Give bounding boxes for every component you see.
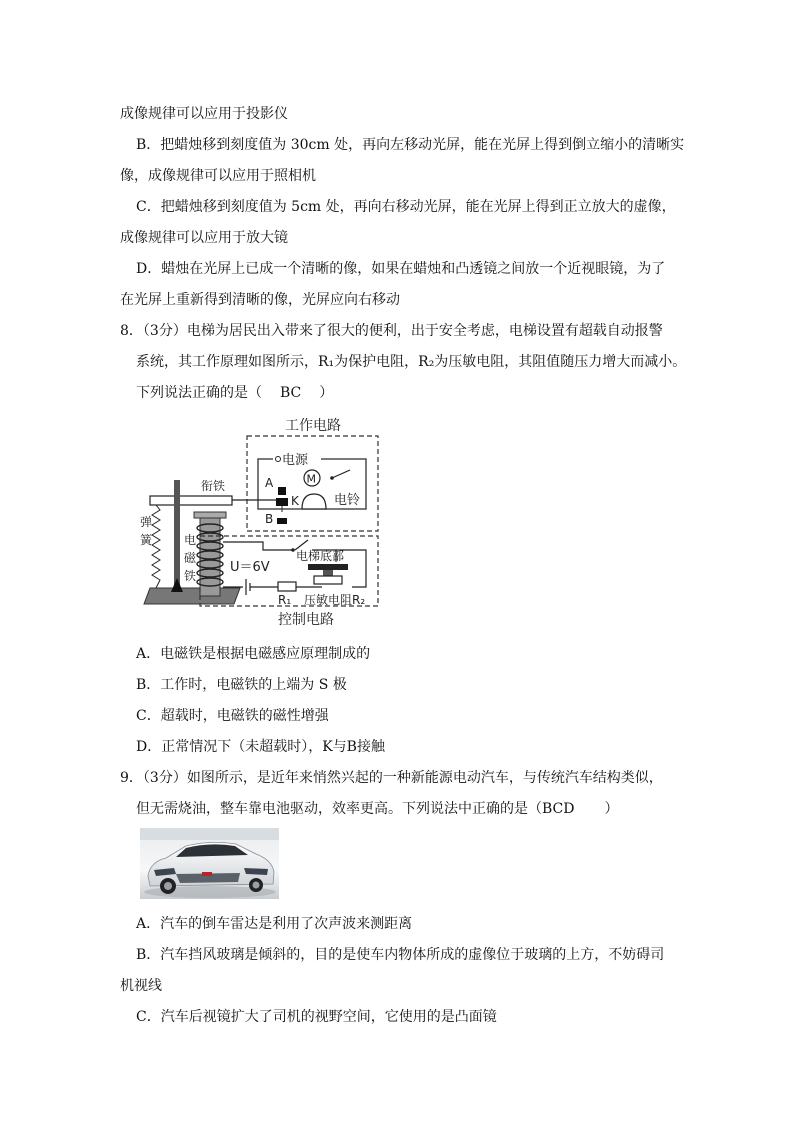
elevator-floor-label: 电梯底部 <box>296 549 345 563</box>
q7-option-b-line-1: B．把蜡烛移到刻度值为 30cm 处，再向左移动光屏，能在光屏上得到倒立缩小的清晰实 <box>136 137 685 153</box>
q7-option-d-line-2: 在光屏上重新得到清晰的像，光屏应向右移动 <box>120 292 400 308</box>
electric-car-photo <box>140 828 279 899</box>
q9-stem-suffix: ） <box>604 801 619 817</box>
q9-stem-prefix: 但无需烧油，整车靠电池驱动，效率更高。下列说法中正确的是（ <box>136 801 542 817</box>
armature-bar <box>150 496 232 505</box>
q9-stem-line-1: 9．（3分）如图所示，是近年来悄然兴起的一种新能源电动汽车，与传统汽车结构类似， <box>120 770 663 786</box>
q8-stem-prefix: 下列说法正确的是（ <box>136 385 262 401</box>
q8-stem-line-3 <box>136 383 333 403</box>
power-label: 电源 <box>282 453 309 468</box>
armature-label: 衔铁 <box>201 479 226 493</box>
contact-b <box>277 518 287 524</box>
q9-option-a: A．汽车的倒车雷达是利用了次声波来测距离 <box>136 916 413 932</box>
spring-icon <box>152 505 160 588</box>
spring-label-2: 簧 <box>140 533 153 547</box>
contact-a <box>278 487 286 495</box>
q9-option-c: C．汽车后视镜扩大了司机的视野空间，它使用的是凸面镜 <box>136 1009 497 1025</box>
q7-option-c-line-2: 成像规律可以应用于放大镜 <box>120 230 288 246</box>
bell-label: 电铃 <box>334 493 361 508</box>
voltage-label: U＝6V <box>230 560 270 575</box>
electromagnet-core <box>200 516 220 596</box>
q9-answer: BCD <box>542 801 575 817</box>
q8-stem-line-2: 系统，其工作原理如图所示，R₁为保护电阻，R₂为压敏电阻，其阻值随压力增大而减小。 <box>136 354 687 370</box>
resistor-r1 <box>278 582 296 591</box>
q8-option-b: B．工作时，电磁铁的上端为 S 极 <box>136 677 347 693</box>
q7-line-1: 成像规律可以应用于投影仪 <box>120 106 288 122</box>
pressure-resistor-r2 <box>314 576 342 584</box>
magnet-label-3: 铁 <box>184 569 197 583</box>
control-circuit-label: 控制电路 <box>278 612 334 628</box>
motor-label: M <box>306 472 316 486</box>
magnet-label-2: 磁 <box>184 551 197 565</box>
q9-option-b-line-2: 机视线 <box>120 978 162 994</box>
contact-a-label: A <box>265 476 274 490</box>
q7-option-d-line-1: D．蜡烛在光屏上已成一个清晰的像，如果在蜡烛和凸透镜之间放一个近视眼镜，为了 <box>136 261 666 277</box>
elevator-alarm-circuit-diagram <box>138 412 388 630</box>
contact-k-label: K <box>291 494 299 508</box>
q8-option-d: D．正常情况下（未超载时），K与B接触 <box>136 739 385 755</box>
magnet-label-1: 电 <box>184 533 197 547</box>
bell-icon <box>302 494 326 509</box>
q9-stem-line-2 <box>136 799 618 819</box>
q8-option-c: C．超载时，电磁铁的磁性增强 <box>136 708 329 724</box>
contact-b-label: B <box>265 512 274 526</box>
q8-answer: BC <box>280 385 302 401</box>
q8-stem-suffix: ） <box>319 385 334 401</box>
q9-option-b-line-1: B．汽车挡风玻璃是倾斜的，目的是使车内物体所成的虚像位于玻璃的上方，不妨碍司 <box>136 947 665 963</box>
work-circuit-label: 工作电路 <box>285 418 341 434</box>
r1-label: R₁ <box>278 593 292 607</box>
r2-label: 压敏电阻R₂ <box>304 593 366 607</box>
base-plate <box>144 588 240 604</box>
q8-stem-line-1: 8．（3分）电梯为居民出入带来了很大的便利，出于安全考虑，电梯设置有超载自动报警 <box>120 323 663 339</box>
spring-label-1: 弹 <box>140 515 153 529</box>
contact-k <box>276 498 288 506</box>
q7-option-b-line-2: 像，成像规律可以应用于照相机 <box>120 168 316 184</box>
elevator-floor-plate <box>308 564 348 570</box>
q8-option-a: A．电磁铁是根据电磁感应原理制成的 <box>136 646 371 662</box>
q7-option-c-line-1: C．把蜡烛移到刻度值为 5cm 处，再向右移动光屏，能在光屏上得到正立放大的虚像， <box>136 199 676 215</box>
